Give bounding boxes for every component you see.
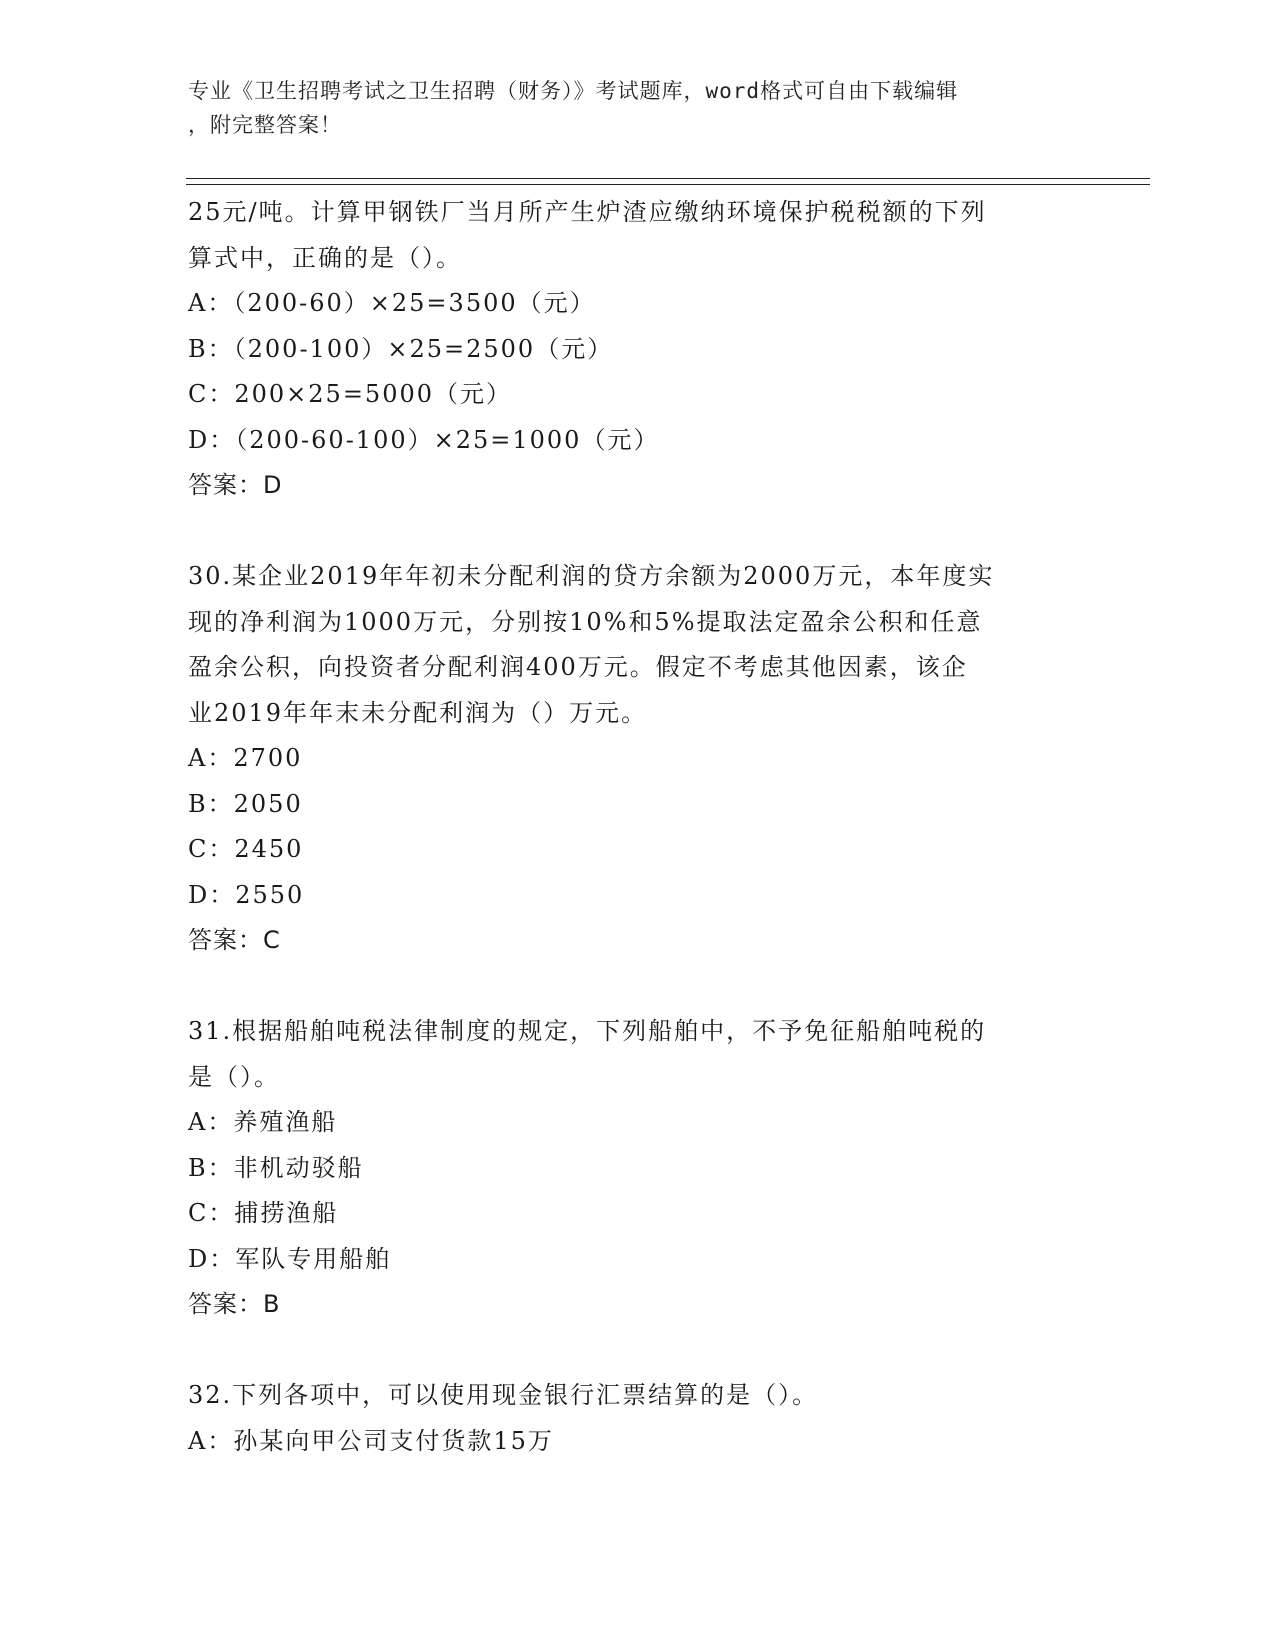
option-a: A：（200-60）×25=3500（元）	[188, 289, 596, 317]
option-c: C：200×25=5000（元）	[188, 380, 513, 408]
option-d: D：（200-60-100）×25=1000（元）	[188, 425, 660, 454]
question-block-prev	[188, 190, 1088, 509]
option-b: B：非机动驳船	[188, 1153, 364, 1182]
option-d: D：2550	[188, 880, 305, 909]
question-stem-line: 现的净利润为1000万元，分别按10%和5%提取法定盈余公积和任意	[188, 607, 983, 636]
answer-line: 答案：C	[188, 926, 281, 954]
answer-line: 答案：B	[188, 1290, 281, 1318]
option-a: A：孙某向甲公司支付货款15万	[188, 1426, 554, 1455]
document-header	[188, 74, 1078, 142]
question-block-30	[188, 554, 1088, 964]
option-a: A：2700	[188, 744, 303, 772]
option-c: C：捕捞渔船	[188, 1199, 339, 1227]
question-stem-line: 算式中，正确的是（）。	[188, 243, 462, 272]
question-stem-line: 25元/吨。计算甲钢铁厂当月所产生炉渣应缴纳环境保护税税额的下列	[188, 198, 987, 226]
question-stem-line: 业2019年年末未分配利润为（）万元。	[188, 698, 648, 727]
question-block-32	[188, 1373, 1088, 1464]
header-rule-top	[186, 178, 1150, 179]
header-line-2: ，附完整答案！	[188, 113, 342, 137]
option-d: D：军队专用船舶	[188, 1244, 392, 1273]
option-a: A：养殖渔船	[188, 1108, 338, 1136]
option-c: C：2450	[188, 835, 304, 863]
option-b: B：（200-100）×25=2500（元）	[188, 334, 614, 363]
question-stem-line: 盈余公积，向投资者分配利润400万元。假定不考虑其他因素，该企	[188, 653, 968, 681]
question-stem-line: 30.某企业2019年年初未分配利润的贷方余额为2000万元，本年度实	[188, 562, 995, 590]
question-stem-line: 31.根据船舶吨税法律制度的规定，下列船舶中，不予免征船舶吨税的	[188, 1017, 987, 1045]
question-stem-line: 是（）。	[188, 1062, 280, 1091]
question-list	[188, 190, 1088, 1464]
question-block-31	[188, 1009, 1088, 1328]
answer-line: 答案：D	[188, 471, 283, 499]
question-stem-line: 32.下列各项中，可以使用现金银行汇票结算的是（）。	[188, 1381, 819, 1409]
option-b: B：2050	[188, 789, 303, 818]
header-line-1: 专业《卫生招聘考试之卫生招聘（财务）》考试题库，word格式可自由下载编辑	[188, 79, 959, 103]
header-rule-bottom	[186, 184, 1150, 185]
